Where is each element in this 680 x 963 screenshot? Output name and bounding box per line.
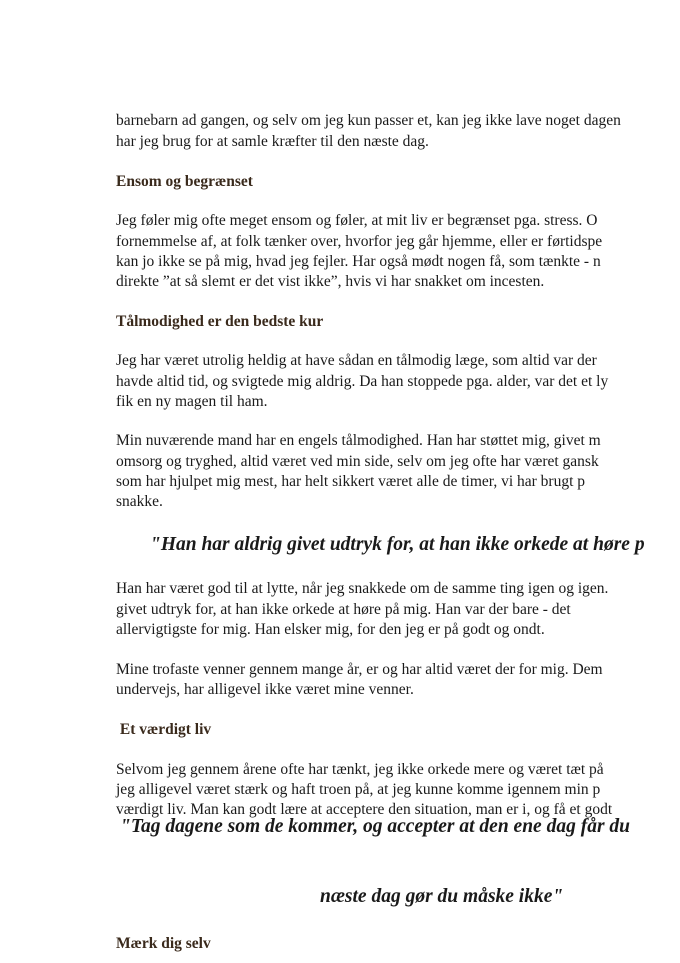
- section-heading: Et værdigt liv: [116, 721, 212, 738]
- section-heading: Tålmodighed er den bedste kur: [116, 313, 324, 330]
- pull-quote: "Tag dagene som de kommer, og accepter at den ene dag får du: [120, 816, 631, 837]
- text-line: værdigt liv. Man kan godt lære at acceptere den situation, man er i, og få et godt: [116, 801, 613, 818]
- text-line: Selvom jeg gennem årene ofte har tænkt, jeg ikke orkede mere og været tæt på: [116, 761, 604, 778]
- text-line: Mine trofaste venner gennem mange år, er og har altid været der for mig. Dem: [116, 661, 603, 678]
- text-line: som har hjulpet mig mest, har helt sikkert været alle de timer, vi har brugt p: [116, 473, 586, 490]
- text-line: direkte ”at så slemt er det vist ikke”, hvis vi har snakket om incesten.: [116, 273, 545, 290]
- text-line: Jeg har været utrolig heldig at have sådan en tålmodig læge, som altid var der: [116, 352, 597, 369]
- text-line: allervigtigste for mig. Han elsker mig, for den jeg er på godt og ondt.: [116, 621, 545, 638]
- text-line: havde altid tid, og svigtede mig aldrig. Da han stoppede pga. alder, var det et ly: [116, 373, 609, 390]
- text-line: har jeg brug for at samle kræfter til den næste dag.: [116, 133, 429, 150]
- section-heading: Mærk dig selv: [116, 935, 211, 952]
- text-line: barnebarn ad gangen, og selv om jeg kun passer et, kan jeg ikke lave noget dagen: [116, 112, 621, 129]
- text-line: undervejs, har alligevel ikke været mine venner.: [116, 681, 414, 698]
- text-line: fornemmelse af, at folk tænker over, hvorfor jeg går hjemme, eller er førtidspe: [116, 233, 603, 250]
- pull-quote: "Han har aldrig givet udtryk for, at han ikke orkede at høre p: [150, 534, 645, 555]
- text-line: Min nuværende mand har en engels tålmodighed. Han har støttet mig, givet m: [116, 432, 601, 449]
- text-line: snakke.: [116, 493, 163, 510]
- text-line: Jeg føler mig ofte meget ensom og føler, at mit liv er begrænset pga. stress. O: [116, 212, 598, 229]
- text-line: Han har været god til at lytte, når jeg snakkede om de samme ting igen og igen.: [116, 580, 609, 597]
- text-line: kan jo ikke se på mig, hvad jeg fejler. Har også mødt nogen få, som tænkte - n: [116, 253, 601, 270]
- text-line: jeg alligevel været stærk og haft troen på, at jeg kunne komme igennem min p: [116, 781, 601, 798]
- text-line: givet udtryk for, at han ikke orkede at høre på mig. Han var der bare - det: [116, 601, 571, 618]
- section-heading: Ensom og begrænset: [116, 173, 253, 190]
- pull-quote-continued: næste dag gør du måske ikke": [320, 886, 564, 907]
- text-line: omsorg og tryghed, altid været ved min side, selv om jeg ofte har været gansk: [116, 453, 599, 470]
- text-line: fik en ny magen til ham.: [116, 393, 268, 410]
